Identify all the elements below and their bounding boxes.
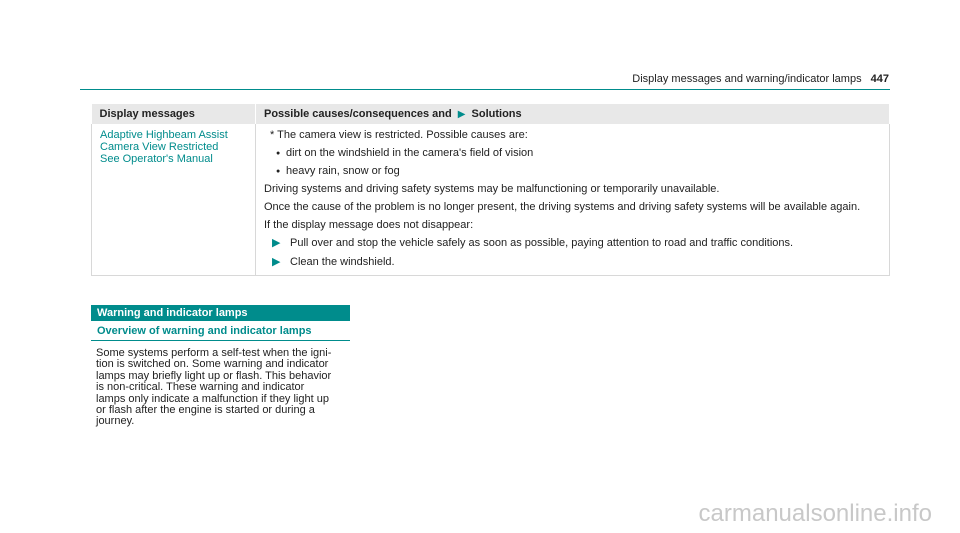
paragraph: Driving systems and driving safety systems may be malfunctioning or temporarily unavailable. bbox=[264, 183, 720, 195]
body-line: Some systems perform a self-test when the igni- bbox=[96, 347, 332, 359]
step-text: Clean the windshield. bbox=[290, 256, 395, 268]
header-rule bbox=[80, 89, 890, 90]
body-line: tion is switched on. Some warning and indicator bbox=[96, 358, 329, 371]
body-paragraph bbox=[96, 348, 356, 428]
body-line: lamps may briefly light up or flash. This behavior bbox=[96, 369, 332, 382]
section-subtitle: Overview of warning and indicator lamps bbox=[91, 325, 350, 341]
footnote-intro: * The camera view is restricted. Possible causes are: bbox=[270, 129, 528, 141]
message-line: Adaptive Highbeam Assist bbox=[100, 129, 228, 141]
paragraph: Once the cause of the problem is no longer present, the driving systems and driving safety systems will be available again. bbox=[264, 201, 861, 213]
arrow-right-icon: ▶ bbox=[457, 109, 466, 120]
header-title: Display messages and warning/indicator lamps bbox=[632, 73, 862, 85]
page-number: 447 bbox=[870, 73, 889, 85]
body-line: is non-critical. These warning and indicator bbox=[96, 381, 305, 394]
paragraph: If the display message does not disappear: bbox=[264, 219, 474, 231]
step-arrow-icon: ▶ bbox=[272, 237, 281, 249]
cause-bullet: ● dirt on the windshield in the camera's field of vision bbox=[286, 147, 881, 159]
display-message-cell bbox=[92, 124, 256, 276]
display-messages-table bbox=[91, 104, 890, 276]
section-title: Warning and indicator lamps bbox=[91, 305, 350, 321]
step-arrow-icon: ▶ bbox=[272, 256, 281, 268]
table-row bbox=[92, 124, 890, 276]
page-header bbox=[632, 73, 889, 85]
message-line: Camera View Restricted bbox=[100, 141, 219, 153]
body-line: or flash after the engine is started or during a bbox=[96, 404, 315, 417]
step-item bbox=[272, 256, 881, 268]
message-line: See Operator's Manual bbox=[100, 153, 213, 165]
column-header-solutions-label: Solutions bbox=[471, 108, 522, 120]
watermark: carmanualsonline.info bbox=[698, 500, 932, 527]
step-item bbox=[272, 237, 881, 249]
column-header-causes bbox=[256, 104, 890, 124]
causes-solutions-cell bbox=[256, 124, 890, 276]
step-text: Pull over and stop the vehicle safely as soon as possible, paying attention to road and traffic conditions. bbox=[290, 237, 794, 249]
body-line: lamps only indicate a malfunction if they light up bbox=[96, 392, 329, 405]
column-header-display-messages: Display messages bbox=[92, 104, 256, 124]
column-header-causes-label: Possible causes/consequences and bbox=[264, 108, 452, 120]
body-line: journey. bbox=[96, 415, 135, 428]
cause-bullet: ● heavy rain, snow or fog bbox=[286, 165, 881, 177]
